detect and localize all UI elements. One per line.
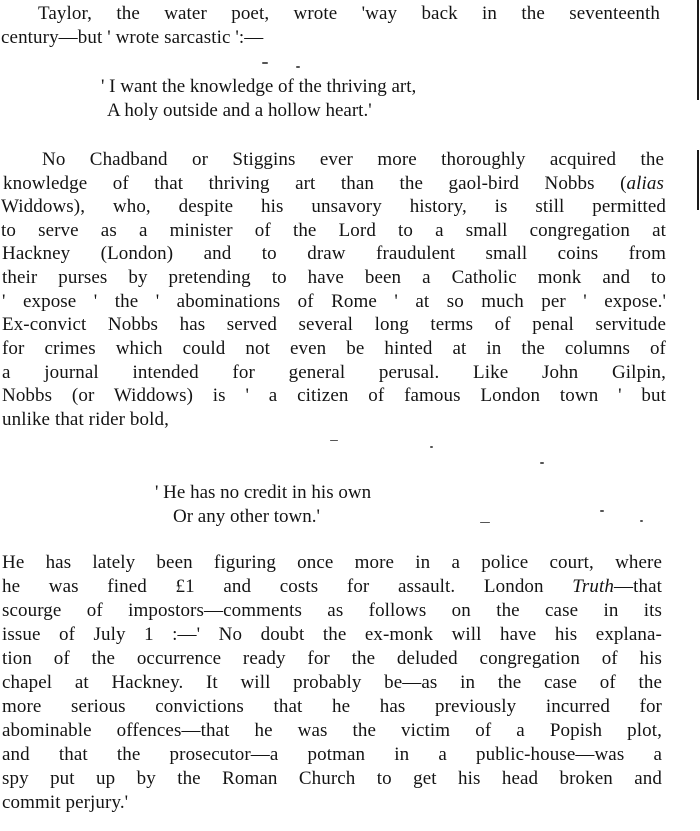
p2-line-9: for crimes which could not even be hinted at in the columns of: [2, 338, 666, 359]
p2-line-4: to serve as a minister of the Lord to a small congregation at: [1, 220, 666, 241]
p2-line-12: unlike that rider bold,: [2, 409, 169, 430]
print-speck: [480, 522, 490, 523]
p2-line-3: Widdows), who, despite his unsavory history, is still permitted: [1, 196, 666, 217]
p3-line-5: tion of the occurrence ready for the deluded congregation of his: [2, 648, 662, 669]
p2-line-8: Ex-convict Nobbs has served several long terms of penal servitude: [2, 314, 666, 335]
verse1-line-2: A holy outside and a hollow heart.': [107, 100, 372, 121]
p2-line-7: ' expose ' the ' abominations of Rome ' at so much per ' expose.': [2, 291, 666, 312]
p2-line-5: Hackney (London) and to draw fraudulent small coins from: [2, 243, 666, 264]
p3-line-3: scourge of impostors—comments as follows on the case in its: [2, 600, 662, 621]
column-rule-mid: [697, 150, 699, 210]
print-speck: [296, 66, 300, 68]
print-speck: [330, 440, 338, 441]
p2-line-1: No Chadband or Stiggins ever more thoroughly acquired the: [42, 149, 664, 170]
verse2-line-1: ' He has no credit in his own: [155, 482, 372, 503]
print-speck: [540, 462, 544, 464]
p1-line-2: century—but ' wrote sarcastic ':—: [1, 27, 264, 48]
p3-line-1: He has lately been figuring once more in a police court, where: [2, 552, 662, 573]
p2-line-11: Nobbs (or Widdows) is ' a citizen of famous London town ' but: [2, 385, 666, 406]
p3-line-10: spy put up by the Roman Church to get his head broken and: [2, 768, 662, 789]
p2-line-2: [3, 172, 664, 195]
p3-line-7: more serious convictions that he has previously incurred for: [2, 696, 662, 717]
print-speck: [600, 510, 604, 512]
p3-line-11: commit perjury.': [2, 792, 129, 813]
print-speck: [262, 62, 268, 64]
p3-line-2-truth: Truth: [572, 576, 614, 597]
print-speck: [430, 446, 433, 448]
p3-line-2: [2, 575, 662, 598]
p3-line-6: chapel at Hackney. It will probably be—as in the case of the: [2, 672, 662, 693]
print-speck: [640, 520, 643, 522]
p3-line-2-end: —that: [614, 576, 662, 597]
p3-line-8: abominable offences—that he was the victim of a Popish plot,: [2, 720, 662, 741]
p1-line-1: Taylor, the water poet, wrote 'way back in the seventeenth: [38, 3, 660, 24]
verse2-line-2: Or any other town.': [173, 506, 320, 527]
p3-line-4: issue of July 1 :—' No doubt the ex-monk will have his explana-: [2, 624, 662, 645]
p2-line-6: their purses by pretending to have been a Catholic monk and to: [2, 267, 666, 288]
column-rule-top: [697, 0, 699, 100]
p2-line-10: a journal intended for general perusal. Like John Gilpin,: [2, 362, 666, 383]
p3-line-2-text: he was fined £1 and costs for assault. London: [2, 576, 573, 597]
verse1-line-1: ' I want the knowledge of the thriving art,: [101, 76, 417, 97]
p3-line-9: and that the prosecutor—a potman in a public-house—was a: [2, 744, 662, 765]
p2-line-2-text: knowledge of that thriving art than the gaol-bird Nobbs (: [3, 173, 627, 194]
p2-line-2-alias: alias: [626, 173, 664, 194]
